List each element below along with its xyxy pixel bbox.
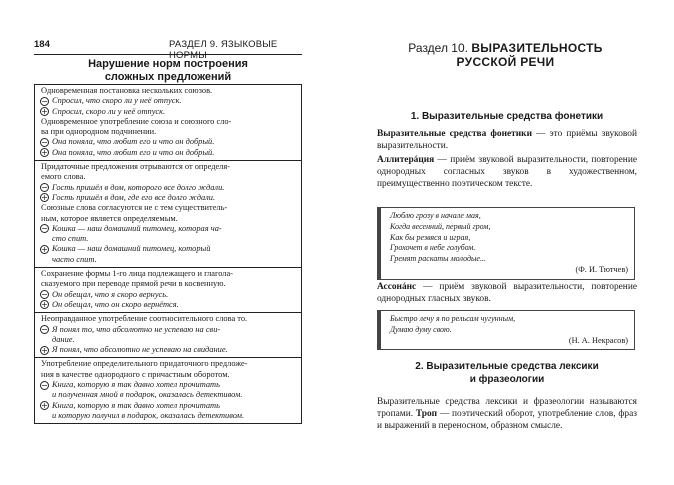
term: Ассонáнс	[377, 282, 417, 292]
quote-line: Люблю грозу в начале мая,	[390, 211, 481, 220]
plus-icon: +	[41, 107, 48, 117]
quote-line: Как бы резвяся и играя,	[390, 232, 471, 242]
table-cell	[35, 85, 301, 161]
table-title	[34, 58, 302, 84]
plus-icon: +	[41, 148, 48, 158]
rule-text: ва при однородном подчинении.	[41, 127, 157, 137]
section-prefix: Раздел 10.	[408, 41, 468, 55]
term: Троп	[415, 408, 438, 419]
rule-text: Одновременная постановка нескольких союзов.	[41, 86, 213, 95]
subheading: 1. Выразительные средства фонетики	[410, 111, 604, 122]
wrong-example: − Спросил, что скоро ли у неё отпуск.	[41, 96, 182, 106]
running-header: РАЗДЕЛ 9. ЯЗЫКОВЫЕ НОРМЫ	[169, 39, 278, 61]
minus-icon: −	[41, 183, 48, 193]
quote-line: Думаю думу свою.	[390, 324, 452, 334]
quote-line: Когда весенний, первый гром,	[390, 221, 491, 231]
section-title-line: ВЫРАЗИТЕЛЬНОСТЬ	[471, 41, 603, 55]
table-cell	[35, 313, 301, 358]
table-title-line: сложных предложений	[104, 71, 232, 83]
correct-example: + Книга, которую я так давно хотел прочитать и которую получил в подарок, оказалась детективом.	[41, 400, 245, 420]
rule-text: емого слова.	[41, 172, 86, 182]
rule-text: Употребление определительного придаточного предложе-	[41, 359, 248, 369]
page-number: 184	[34, 39, 50, 50]
wrong-example: − Гость пришёл в дом, которого все долго ждали.	[41, 182, 225, 193]
wrong-example: − Она поняла, что любит его и что он добрый.	[41, 137, 215, 147]
rule-text: Придаточные предложения отрываются от определя-	[41, 162, 231, 172]
table-cell	[35, 268, 301, 313]
term: Аллитерáция	[377, 155, 435, 165]
quote-line: Быстро лечу я по рельсам чугунным,	[390, 314, 516, 323]
rule-text: ния в качестве однородного с причастным оборотом.	[41, 369, 230, 379]
minus-icon: −	[41, 137, 48, 147]
quote-line: Грохочет в небе голубом.	[390, 243, 476, 253]
quote-author: (Н. А. Некрасов)	[568, 335, 628, 345]
wrong-example: − Я понял то, что абсолютно не успеваю на сви- дание.	[41, 324, 221, 344]
rule-text: Неоправданное употребление соотносительного слова то.	[41, 314, 248, 324]
correct-example: + Кошка — наш домашний питомец, который часто спит.	[41, 244, 211, 264]
page-header	[34, 38, 302, 61]
minus-icon: −	[41, 224, 48, 234]
quote-box	[377, 310, 635, 350]
definition-paragraph: Аллитерáция — приём звуковой выразительности, повторение однородных согласных звуков в художественном, преимущественно поэтическом тексте.	[377, 155, 637, 189]
correct-example: + Я понял, что абсолютно не успеваю на свидание.	[41, 345, 228, 355]
wrong-example: − Он обещал, что я скоро вернусь.	[41, 289, 169, 300]
rule-text: Одновременное употребление союза и союзного сло-	[41, 116, 232, 126]
norms-table	[34, 84, 302, 424]
correct-example: + Гость пришёл в дом, где его все долго ждали.	[41, 192, 216, 203]
table-cell	[35, 358, 301, 423]
minus-icon: −	[41, 96, 48, 106]
plus-icon: +	[41, 244, 48, 254]
wrong-example: − Книга, которую я так давно хотел прочитать и полученная мной в подарок, оказалась детективом.	[41, 380, 243, 400]
plus-icon: +	[41, 345, 48, 355]
plus-icon: +	[41, 300, 48, 310]
minus-icon: −	[41, 290, 48, 300]
term: Выразительные средства фонетики	[377, 129, 532, 139]
minus-icon: −	[41, 380, 48, 390]
definition-paragraph: Ассонáнс — приём звуковой выразительности, повторение однородных гласных звуков.	[377, 282, 637, 304]
table-title-line: Нарушение норм построения	[88, 58, 248, 70]
right-page	[337, 0, 674, 485]
definition-paragraph: Выразительные средства лексики и фразеологии называются тропами. Троп — поэтический оборот, употребление слов, фраз и выражений в переносном, образном смысле.	[377, 397, 637, 431]
minus-icon: −	[41, 325, 48, 335]
rule-text: Сохранение формы 1-го лица подлежащего и глагола-	[41, 269, 233, 279]
rule-text: ным, которое является определяемым.	[41, 213, 178, 223]
quote-author: (Ф. И. Тютчев)	[575, 264, 628, 274]
section-title	[337, 41, 674, 69]
correct-example: + Она поняла, что любит его и что он добрый.	[41, 147, 215, 158]
plus-icon: +	[41, 401, 48, 411]
wrong-example: − Кошка — наш домашний питомец, которая ча- сто спит.	[41, 223, 222, 244]
quote-box	[377, 207, 635, 280]
correct-example: + Он обещал, что он скоро вернётся.	[41, 299, 179, 310]
table-cell	[35, 161, 301, 268]
section-title-line: РУССКОЙ РЕЧИ	[456, 55, 555, 69]
rule-text: Союзные слова согласуются не с тем существитель-	[41, 203, 228, 213]
definition-paragraph: Выразительные средства фонетики — это приёмы звуковой выразительности.	[377, 129, 637, 151]
rule-text: сказуемого при переводе прямой речи в косвенную.	[41, 279, 226, 289]
plus-icon: +	[41, 193, 48, 203]
correct-example: + Спросил, скоро ли у неё отпуск.	[41, 106, 166, 117]
subheading: 2. Выразительные средства лексики и фразеологии	[415, 361, 599, 385]
quote-line: Гремят раскаты молодые...	[390, 254, 486, 264]
